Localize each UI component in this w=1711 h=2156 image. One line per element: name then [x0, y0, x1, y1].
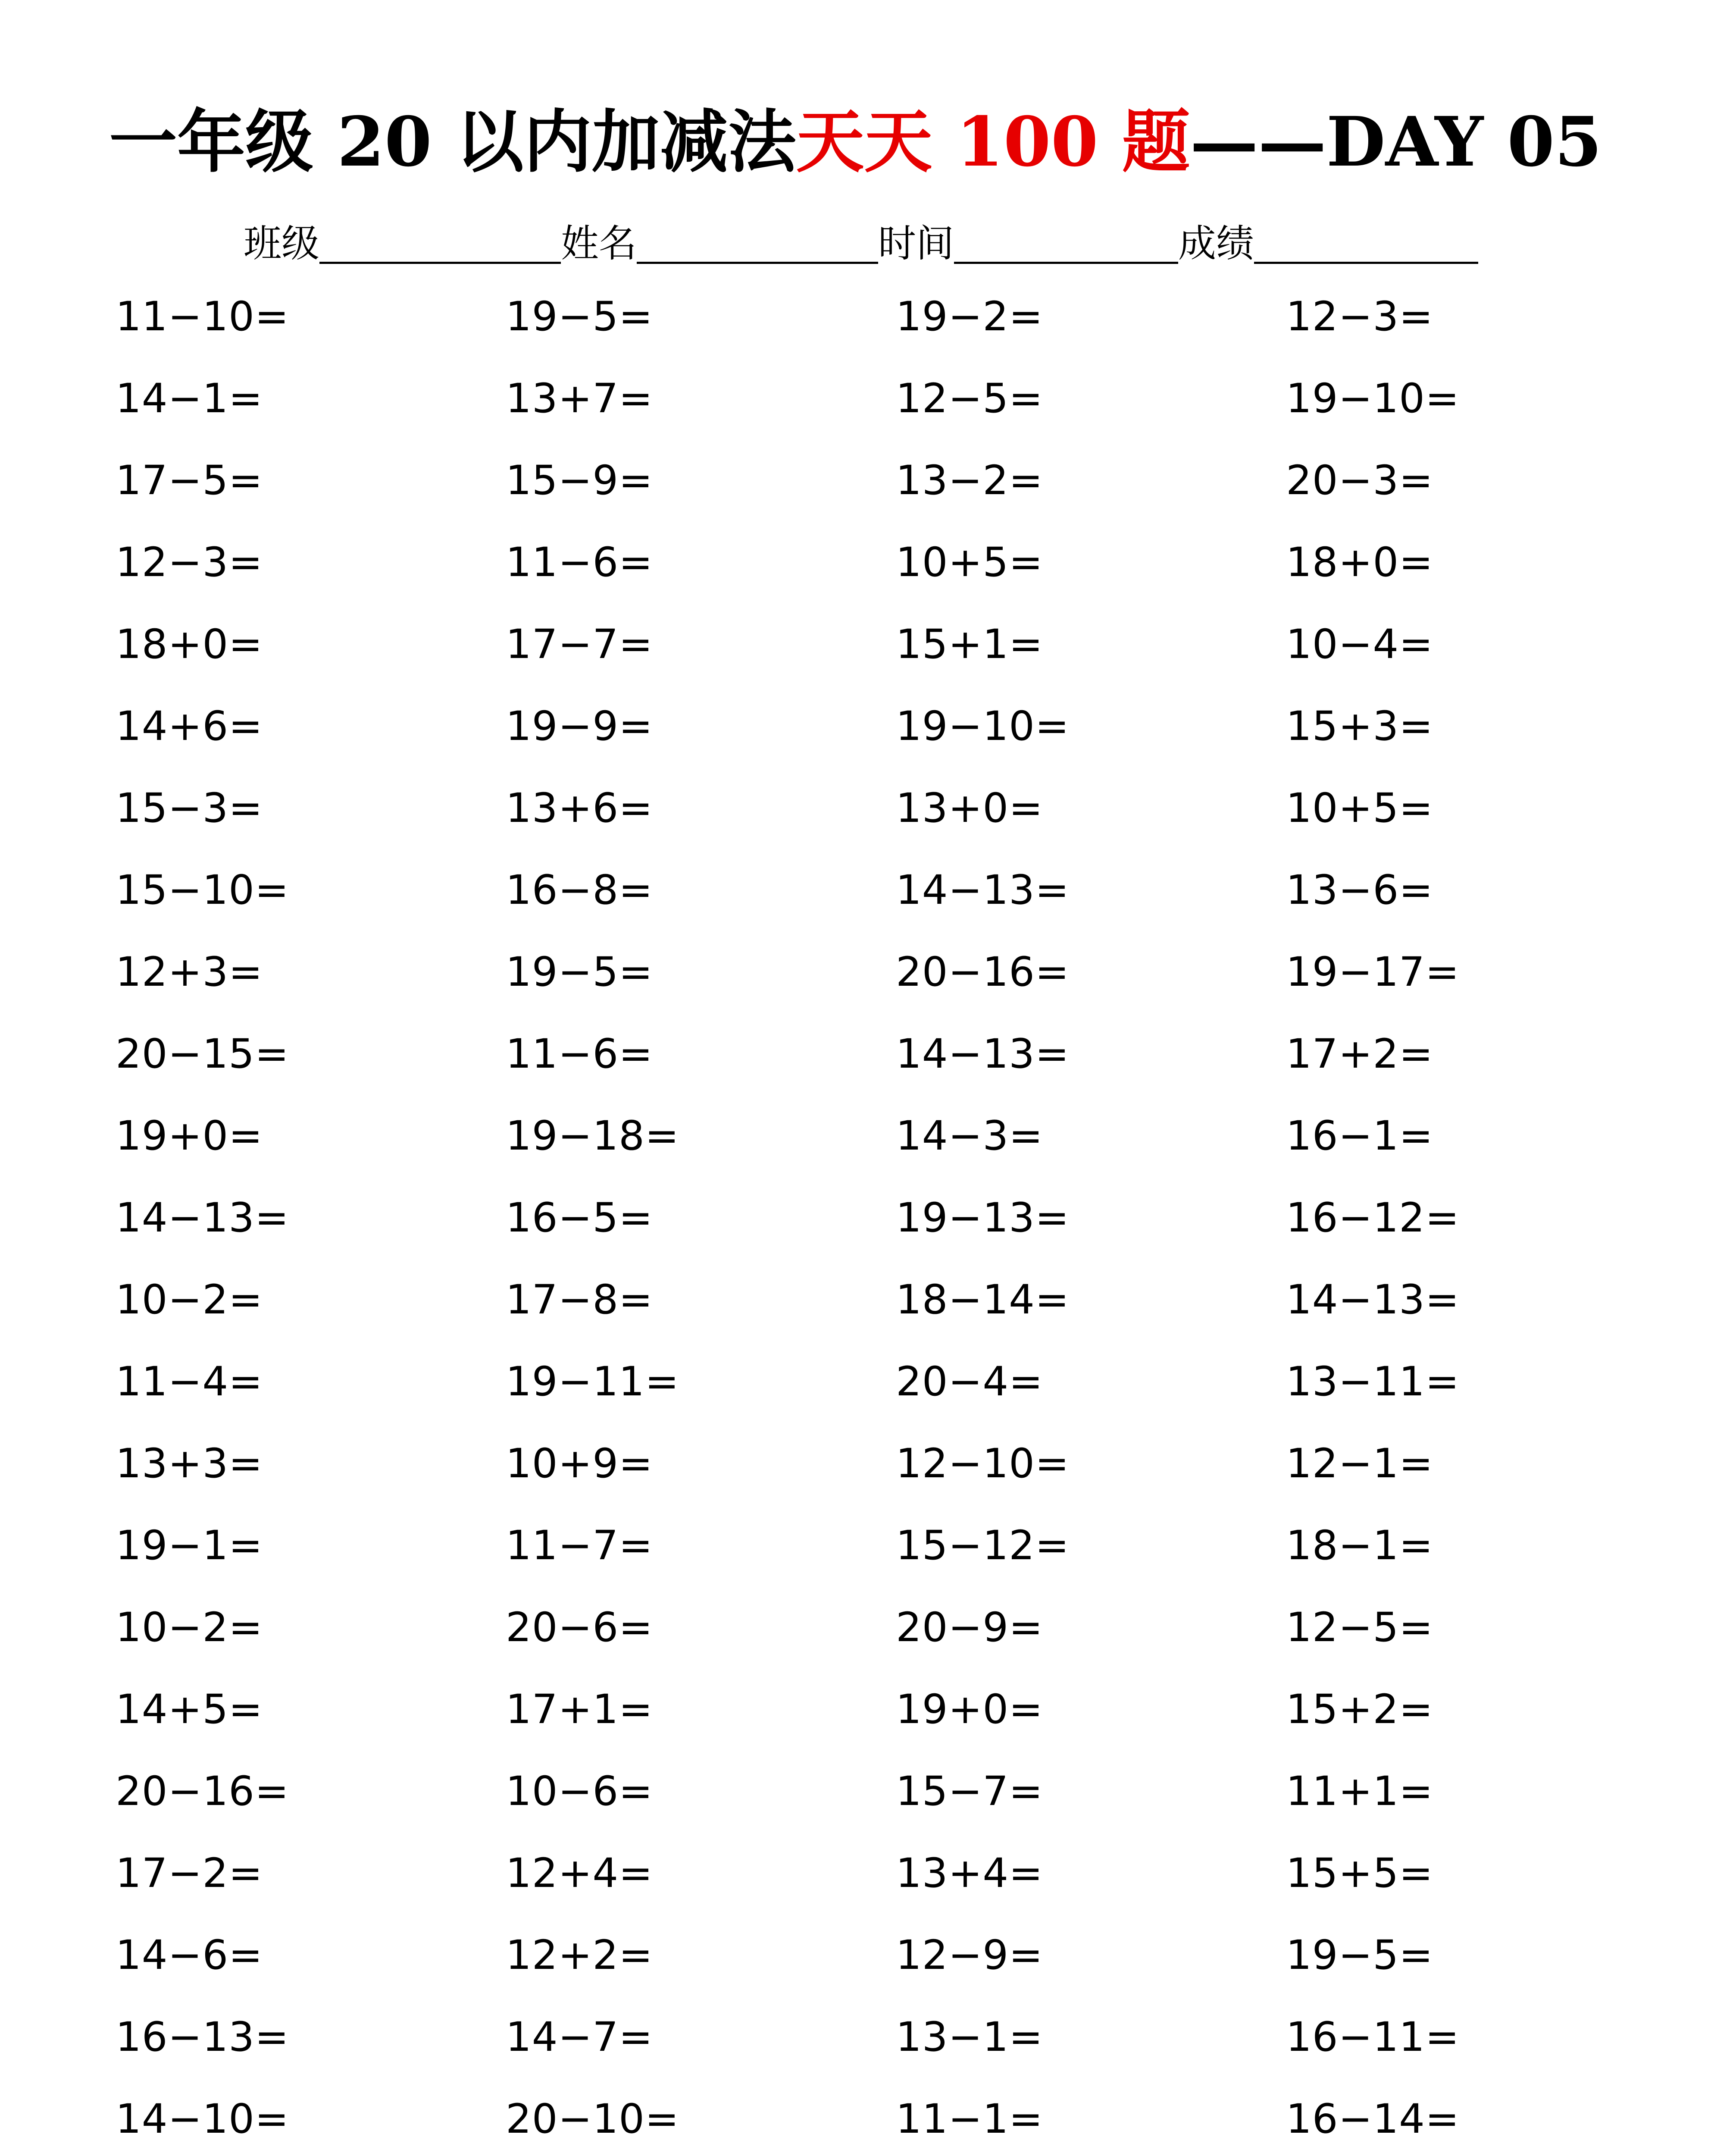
math-problem: 12−1=	[1286, 1440, 1433, 1487]
math-problem: 12−9=	[896, 1932, 1043, 1979]
math-problem: 20−16=	[116, 1768, 289, 1815]
worksheet-title	[0, 99, 1711, 185]
math-problem: 19−10=	[896, 703, 1070, 750]
math-problem: 18−14=	[896, 1276, 1070, 1323]
math-problem: 12+4=	[506, 1850, 653, 1897]
math-problem: 16−8=	[506, 867, 653, 914]
math-problem: 12−5=	[896, 375, 1043, 422]
math-problem: 19−9=	[506, 703, 653, 750]
math-problem: 16−1=	[1286, 1112, 1433, 1159]
class-label: 班级	[244, 221, 320, 266]
math-problem: 19−10=	[1286, 375, 1460, 422]
math-problem: 12−3=	[1286, 293, 1433, 340]
math-problem: 19−5=	[506, 293, 653, 340]
math-problem: 11+1=	[1286, 1768, 1433, 1815]
problem-grid	[116, 276, 1676, 2156]
math-problem: 16−14=	[1286, 2096, 1460, 2143]
math-problem: 19−18=	[506, 1112, 679, 1159]
math-problem: 14−3=	[896, 1112, 1043, 1159]
math-problem: 12−5=	[1286, 1604, 1433, 1651]
math-problem: 10−2=	[116, 1604, 263, 1651]
math-problem: 16−13=	[116, 2014, 289, 2061]
math-problem: 15+3=	[1286, 703, 1433, 750]
math-problem: 10+9=	[506, 1440, 653, 1487]
math-problem: 13+7=	[506, 375, 653, 422]
math-problem: 10−4=	[1286, 621, 1433, 668]
math-problem: 10+5=	[896, 539, 1043, 586]
math-problem: 20−16=	[896, 949, 1070, 996]
math-problem: 19−11=	[506, 1358, 679, 1405]
math-problem: 18+0=	[116, 621, 263, 668]
math-problem: 20−9=	[896, 1604, 1043, 1651]
math-problem: 14−6=	[116, 1932, 263, 1979]
math-problem: 17+2=	[1286, 1031, 1433, 1078]
math-problem: 13−11=	[1286, 1358, 1460, 1405]
math-problem: 15−9=	[506, 457, 653, 504]
math-problem: 14+6=	[116, 703, 263, 750]
math-problem: 13+0=	[896, 785, 1043, 832]
math-problem: 19−5=	[1286, 1932, 1433, 1979]
math-problem: 15+5=	[1286, 1850, 1433, 1897]
math-problem: 19+0=	[896, 1686, 1043, 1733]
math-problem: 19−17=	[1286, 949, 1460, 996]
math-problem: 12−3=	[116, 539, 263, 586]
math-problem: 14+5=	[116, 1686, 263, 1733]
math-problem: 10−2=	[116, 1276, 263, 1323]
math-problem: 19−5=	[506, 949, 653, 996]
math-problem: 20−6=	[506, 1604, 653, 1651]
class-field	[244, 220, 561, 267]
math-problem: 14−10=	[116, 2096, 289, 2143]
title-accent: 天天 100 题	[796, 102, 1190, 182]
math-problem: 10−6=	[506, 1768, 653, 1815]
math-problem: 19+0=	[116, 1112, 263, 1159]
name-blank-line[interactable]	[637, 262, 878, 264]
math-problem: 17+1=	[506, 1686, 653, 1733]
math-problem: 19−1=	[116, 1522, 263, 1569]
math-problem: 13−2=	[896, 457, 1043, 504]
math-problem: 15−7=	[896, 1768, 1043, 1815]
math-problem: 13−6=	[1286, 867, 1433, 914]
math-problem: 18−1=	[1286, 1522, 1433, 1569]
time-label: 时间	[878, 221, 954, 266]
math-problem: 16−12=	[1286, 1194, 1460, 1241]
name-label: 姓名	[561, 221, 637, 266]
math-problem: 17−7=	[506, 621, 653, 668]
math-problem: 20−10=	[506, 2096, 679, 2143]
math-problem: 11−7=	[506, 1522, 653, 1569]
math-problem: 20−4=	[896, 1358, 1043, 1405]
score-blank-line[interactable]	[1254, 262, 1478, 264]
math-problem: 20−3=	[1286, 457, 1433, 504]
math-problem: 14−13=	[896, 1031, 1070, 1078]
title-main: 一年级 20 以内加减法	[109, 102, 796, 182]
math-problem: 15−10=	[116, 867, 289, 914]
math-problem: 14−1=	[116, 375, 263, 422]
math-problem: 14−7=	[506, 2014, 653, 2061]
math-problem: 14−13=	[1286, 1276, 1460, 1323]
math-problem: 15−3=	[116, 785, 263, 832]
time-field	[878, 220, 1178, 267]
name-field	[561, 220, 878, 267]
math-problem: 11−1=	[896, 2096, 1043, 2143]
score-field	[1178, 220, 1478, 267]
math-problem: 14−13=	[116, 1194, 289, 1241]
math-problem: 16−5=	[506, 1194, 653, 1241]
math-problem: 12+2=	[506, 1932, 653, 1979]
student-info-row	[244, 211, 1478, 267]
math-problem: 15+1=	[896, 621, 1043, 668]
math-problem: 16−11=	[1286, 2014, 1460, 2061]
math-problem: 13+3=	[116, 1440, 263, 1487]
math-problem: 13+6=	[506, 785, 653, 832]
class-blank-line[interactable]	[319, 262, 561, 264]
math-problem: 12−10=	[896, 1440, 1070, 1487]
math-problem: 13+4=	[896, 1850, 1043, 1897]
math-problem: 12+3=	[116, 949, 263, 996]
math-problem: 11−6=	[506, 539, 653, 586]
score-label: 成绩	[1178, 221, 1254, 266]
math-problem: 19−13=	[896, 1194, 1070, 1241]
math-problem: 19−2=	[896, 293, 1043, 340]
math-problem: 11−10=	[116, 293, 289, 340]
math-problem: 11−6=	[506, 1031, 653, 1078]
title-day: ——DAY 05	[1190, 102, 1602, 182]
time-blank-line[interactable]	[954, 262, 1178, 264]
math-problem: 18+0=	[1286, 539, 1433, 586]
math-problem: 17−8=	[506, 1276, 653, 1323]
math-problem: 14−13=	[896, 867, 1070, 914]
math-problem: 17−2=	[116, 1850, 263, 1897]
math-problem: 20−15=	[116, 1031, 289, 1078]
math-problem: 15−12=	[896, 1522, 1070, 1569]
math-problem: 15+2=	[1286, 1686, 1433, 1733]
math-problem: 17−5=	[116, 457, 263, 504]
math-problem: 10+5=	[1286, 785, 1433, 832]
math-problem: 13−1=	[896, 2014, 1043, 2061]
math-problem: 11−4=	[116, 1358, 263, 1405]
